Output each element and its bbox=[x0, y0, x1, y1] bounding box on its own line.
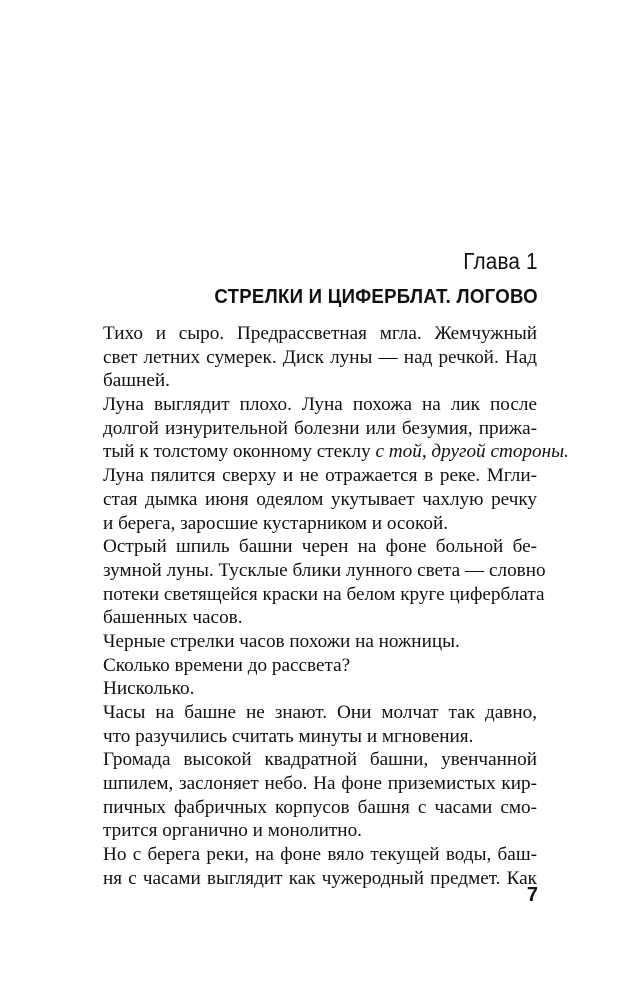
text-line: Тихо и сыро. Предрассветная мгла. Жемчужный bbox=[103, 323, 537, 344]
text-line: Но с берега реки, на фоне вяло текущей воды, баш- bbox=[103, 844, 537, 866]
text-line: Часы на башне не знают. Они молчат так давно, bbox=[103, 702, 537, 723]
text-line bbox=[103, 440, 569, 464]
text-line: башней. bbox=[103, 370, 170, 392]
chapter-title: СТРЕЛКИ И ЦИФЕРБЛАТ. ЛОГОВО bbox=[214, 286, 538, 308]
text-line: Острый шпиль башни черен на фоне больной бе- bbox=[103, 536, 537, 558]
text-line: шпилем, заслоняет небо. На фоне приземистых кир- bbox=[103, 773, 537, 795]
text-line: трится органично и монолитно. bbox=[103, 820, 362, 842]
text-line: Луна выглядит плохо. Луна похожа на лик после bbox=[103, 394, 537, 416]
text-line: пичных фабричных корпусов башня с часами смо- bbox=[103, 796, 537, 818]
text-line: башенных часов. bbox=[103, 607, 243, 629]
text-line-start: тый к толстому оконному стеклу bbox=[103, 441, 376, 463]
text-line: Черные стрелки часов похожи на ножницы. bbox=[103, 630, 460, 652]
text-line: Сколько времени до рассвета? bbox=[103, 654, 351, 676]
text-line: долгой изнурительной болезни или безумия, прижа- bbox=[103, 417, 537, 439]
text-line: Громада высокой квадратной башни, увенчанной bbox=[103, 749, 537, 771]
italic-phrase: с той, другой стороны. bbox=[375, 441, 569, 463]
text-line: что разучились считать минуты и мгновения. bbox=[103, 725, 474, 747]
page-number: 7 bbox=[526, 884, 538, 906]
chapter-body-text bbox=[103, 322, 569, 891]
text-line: зумной луны. Тусклые блики лунного света — словно bbox=[103, 559, 546, 581]
text-line: Луна пялится сверху и не отражается в реке. Мгли- bbox=[103, 465, 537, 487]
chapter-number: Глава 1 bbox=[463, 248, 538, 274]
text-line: потеки светящейся краски на белом круге циферблата bbox=[103, 583, 545, 605]
text-line: свет летних сумерек. Диск луны — над речкой. Над bbox=[103, 346, 537, 368]
text-line: Нисколько. bbox=[103, 678, 195, 700]
text-line: ня с часами выглядит как чужеродный предмет. Как bbox=[103, 867, 537, 889]
text-line: и берега, заросшие кустарником и осокой. bbox=[103, 512, 449, 534]
text-line: стая дымка июня одеялом укутывает чахлую речку bbox=[103, 488, 537, 510]
